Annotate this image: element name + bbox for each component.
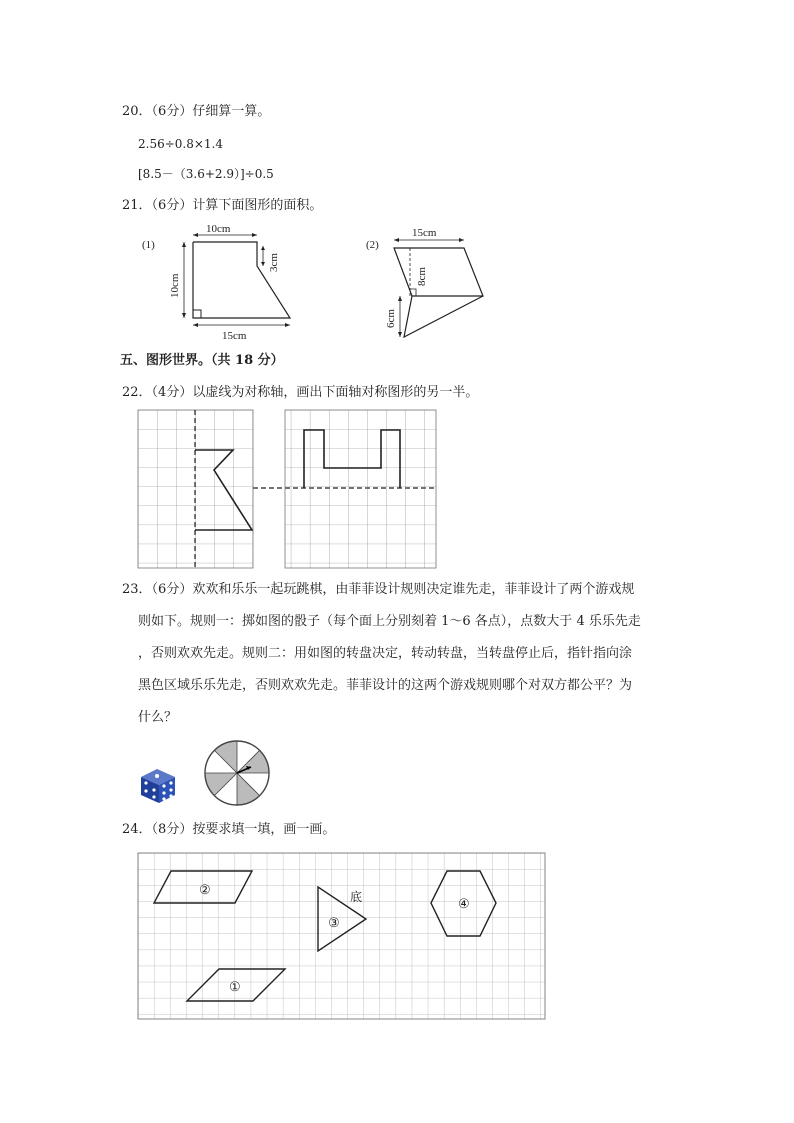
q23-line-4: 黑色区域乐乐先走，否则欢欢先走。菲菲设计的这两个游戏规则哪个对双方都公平？为	[138, 678, 633, 693]
q21-figure-1	[140, 222, 310, 342]
q23-line-3: ，否则欢欢先走。规则二：用如图的转盘决定，转动转盘，当转盘停止后，指针指向涂	[138, 646, 633, 661]
q23-line-2: 则如下。规则一：掷如图的骰子（每个面上分别刻着 1～6 各点），点数大于 4 乐乐先走	[138, 614, 641, 629]
q24-grid	[138, 853, 548, 1023]
q22-title: 22．（4分）以虚线为对称轴，画出下面轴对称图形的另一半。	[122, 385, 479, 400]
section-5-title: 五、图形世界。（共 18 分）	[120, 353, 284, 368]
fig2-label: (2)	[366, 239, 379, 251]
q22-grid-left	[138, 410, 253, 568]
fig2-height-label: 8cm	[416, 267, 428, 286]
fig1-top-label: 10cm	[206, 223, 231, 235]
shape-2-label: ②	[199, 882, 211, 897]
spinner-wheel	[202, 738, 272, 808]
q24-title: 24．（8分）按要求填一填，画一画。	[122, 822, 336, 837]
fig1-label: (1)	[142, 239, 155, 251]
q20-expression-2: [8.5－（3.6+2.9）]÷0.5	[138, 167, 274, 181]
dice-icon	[137, 763, 179, 805]
q22-grids	[138, 410, 438, 570]
shape-1-label: ①	[229, 979, 241, 994]
q22-grid-right	[285, 410, 436, 568]
shape-3-label: ③	[328, 915, 340, 930]
base-label: 底	[350, 890, 363, 904]
q23-line-5: 什么？	[138, 710, 178, 725]
q23-line-1: 23．（6分）欢欢和乐乐一起玩跳棋，由菲菲设计规则决定谁先走，菲菲设计了两个游戏规	[122, 582, 635, 597]
fig1-left-label: 10cm	[169, 273, 181, 298]
q20-expression-1: 2.56÷0.8×1.4	[138, 137, 223, 151]
q21-title: 21．（6分）计算下面图形的面积。	[122, 198, 323, 213]
fig1-bottom-label: 15cm	[222, 330, 247, 342]
q21-figure-2	[364, 222, 494, 344]
shape-4-label: ④	[458, 896, 470, 911]
fig2-top-label: 15cm	[412, 227, 437, 239]
fig2-side-label: 6cm	[385, 309, 397, 328]
fig1-right-label: 3cm	[268, 253, 280, 272]
q20-title: 20．（6分）仔细算一算。	[122, 104, 271, 119]
